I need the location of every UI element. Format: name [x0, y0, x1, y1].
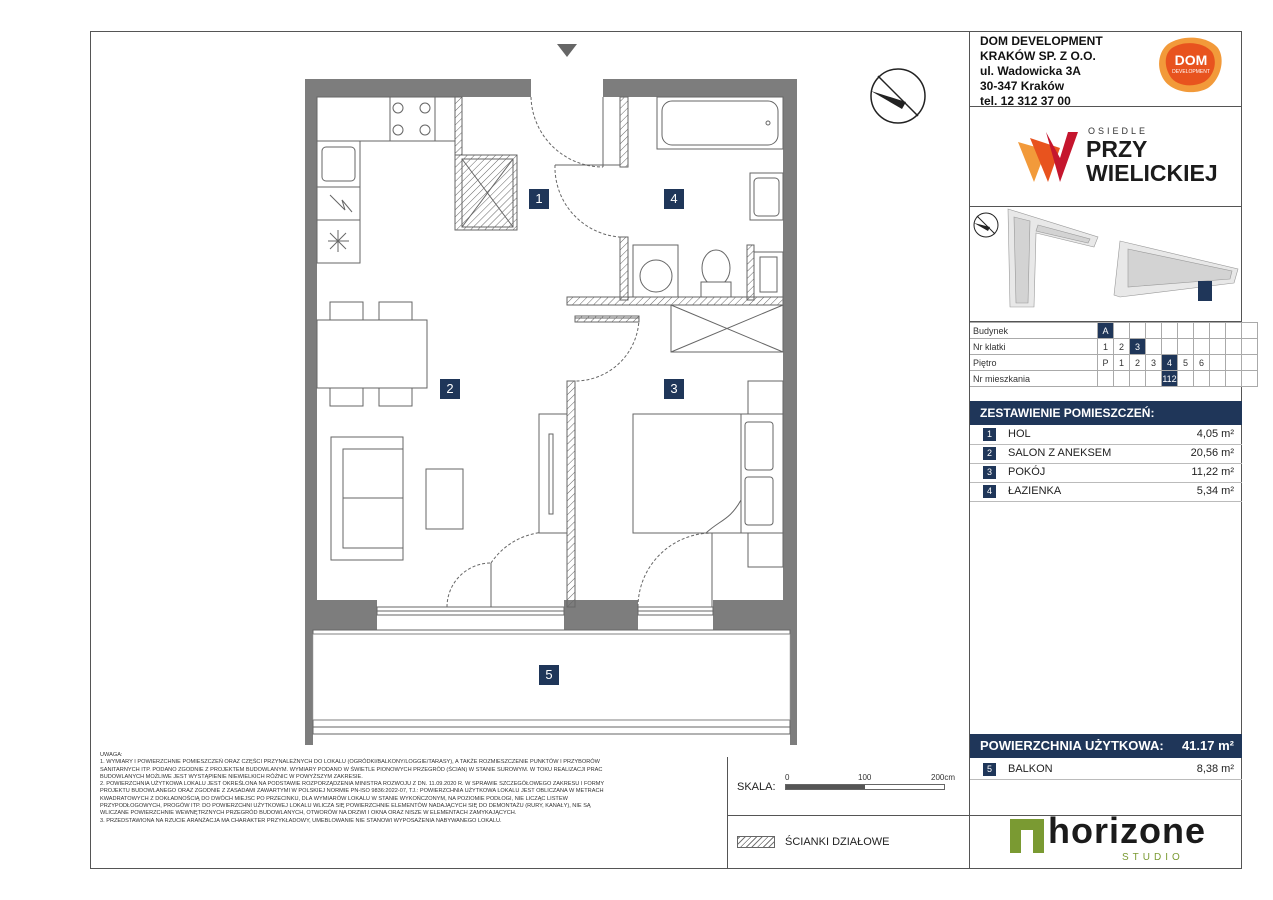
company-line: ul. Wadowicka 3A	[980, 64, 1081, 78]
key-plan-building-right	[1114, 241, 1238, 297]
info-cell	[1146, 371, 1162, 387]
info-cell	[1226, 371, 1242, 387]
info-cell	[1130, 323, 1146, 339]
legend-hatch-swatch	[737, 836, 775, 848]
info-cell: 6	[1194, 355, 1210, 371]
room-row	[970, 425, 1242, 445]
info-cell	[1178, 323, 1194, 339]
plan-label-1: 1	[529, 189, 549, 209]
project-logo-mark	[1016, 128, 1080, 186]
info-cell	[1178, 339, 1194, 355]
company-line: tel. 12 312 37 00	[980, 94, 1071, 108]
info-cell	[1130, 371, 1146, 387]
room-area: 11,22 m²	[1191, 466, 1234, 478]
project-line2: WIELICKIEJ	[1086, 160, 1218, 186]
rooms-heading: ZESTAWIENIE POMIESZCZEŃ:	[970, 401, 1242, 425]
info-cell	[1210, 323, 1226, 339]
info-cell	[1146, 323, 1162, 339]
note-line: 3. PRZEDSTAWIONA NA RZUCIE ARANŻACJA MA CHARAKTER PRZYKŁADOWY, UMEBLOWANIE NIE STANOWI WYPOSAŻENIA NABYWANEGO LOKALU.	[100, 817, 502, 824]
info-cell	[1210, 339, 1226, 355]
info-cell: 3	[1146, 355, 1162, 371]
info-cell	[1162, 339, 1178, 355]
info-cell: A	[1098, 323, 1114, 339]
room-row	[970, 463, 1242, 483]
note-line: 1. WYMIARY I POWIERZCHNIE POMIESZCZEŃ ORAZ CZĘŚCI PRZYNALEŻNYCH DO LOKALU (OGRÓDKI/BALKONY/LOGGIE/TARASY), A TAKŻE ROZMIESZCZENIE PUNKTÓW I PRZYBORÓW	[100, 759, 600, 766]
project-small: OSIEDLE	[1088, 126, 1149, 136]
info-cell	[1226, 339, 1242, 355]
info-cell	[1178, 371, 1194, 387]
info-row-label: Nr mieszkania	[970, 371, 1098, 387]
company-line: DOM DEVELOPMENT	[980, 34, 1103, 48]
dom-development-logo	[1158, 36, 1224, 94]
scale-tick-200: 200cm	[931, 773, 956, 782]
info-cell	[1098, 371, 1114, 387]
info-cell	[1226, 355, 1242, 371]
info-cell: 1	[1114, 355, 1130, 371]
notes-block	[100, 752, 720, 825]
info-cell: 4	[1162, 355, 1178, 371]
info-row	[970, 355, 1258, 371]
key-plan-unit-marker	[1198, 281, 1212, 301]
note-line: SANITARNYCH ITP. PODANO ZGODNIE Z PROJEKTEM BUDOWLANYM. WYMIARY PODANO W ŚWIETLE PIONOWYCH PRZEGRÓD (ŚCIAN) W STANIE SUROWYM. W TOKU REALIZACJI PRAC	[100, 766, 603, 773]
plan-label-4: 4	[664, 189, 684, 209]
room-area: 20,56 m²	[1190, 447, 1234, 459]
outer-walls	[305, 79, 797, 745]
horizone-mark-notch	[1021, 830, 1033, 853]
scale-label: SKALA:	[737, 781, 776, 793]
info-cell	[1226, 323, 1242, 339]
note-line: KWADRATOWYCH Z DOKŁADNOŚCIĄ DO DWÓCH MIEJSC PO PRZECINKU, DLA WYMIARÓW LOKALU W STANIE WYKOŃCZONYM, NA POZIOMIE PODŁOGI, NIE LICZĄC LISTEW	[100, 795, 568, 802]
info-row-label: Budynek	[970, 323, 1098, 339]
logo-text-bottom: DEVELOPMENT	[1172, 69, 1210, 75]
info-cell: 112	[1162, 371, 1178, 387]
info-cell	[1162, 323, 1178, 339]
info-cell	[1114, 323, 1130, 339]
info-cell	[1242, 355, 1258, 371]
room-number: 4	[983, 485, 996, 498]
room-number: 1	[983, 428, 996, 441]
info-cell	[1210, 355, 1226, 371]
info-cell: 1	[1098, 339, 1114, 355]
plan-label-3: 3	[664, 379, 684, 399]
room-row	[970, 482, 1242, 502]
info-row	[970, 323, 1258, 339]
logo-text-top: DOM	[1174, 52, 1208, 68]
info-cell	[1242, 371, 1258, 387]
room-name: HOL	[1008, 428, 1031, 440]
info-row	[970, 371, 1258, 387]
info-cell	[1242, 339, 1258, 355]
plan-label-2: 2	[440, 379, 460, 399]
info-cell	[1146, 339, 1162, 355]
compass-icon	[871, 69, 925, 123]
room-name: SALON Z ANEKSEM	[1008, 447, 1112, 459]
usable-area-label: POWIERZCHNIA UŻYTKOWA:	[980, 738, 1164, 753]
scale-tick-100: 100	[858, 773, 872, 782]
dining-table	[317, 302, 427, 406]
info-cell	[1194, 371, 1210, 387]
info-cell: 2	[1130, 355, 1146, 371]
horizone-main: horizone	[1048, 810, 1206, 851]
scale-bar	[785, 784, 945, 790]
room-area: 4,05 m²	[1196, 428, 1234, 440]
horizone-sub: STUDIO	[1122, 852, 1184, 863]
bedroom-furniture	[633, 305, 783, 567]
notes-heading: UWAGA:	[100, 752, 123, 758]
room-number: 3	[983, 466, 996, 479]
room-number: 2	[983, 447, 996, 460]
living-wardrobe	[539, 414, 567, 533]
info-row-label: Piętro	[970, 355, 1098, 371]
info-cell	[1194, 339, 1210, 355]
company-line: 30-347 Kraków	[980, 79, 1065, 93]
bathroom-fixtures	[633, 97, 783, 297]
kitchen-units	[317, 97, 455, 263]
project-line1: PRZY	[1086, 136, 1148, 162]
scale-tick-0: 0	[785, 773, 790, 782]
room-row	[970, 444, 1242, 464]
room-area: 5,34 m²	[1196, 485, 1234, 497]
usable-area-value: 41.17 m²	[1181, 738, 1234, 753]
note-line: PRZYPODŁOGOWYCH, PROGÓW ITP. DO POWIERZCHNI UŻYTKOWEJ LOKALU WLICZA SIĘ POWIERZCHNIE ELEMENTÓW NADAJĄCYCH SIĘ DO DEMONTAŻU (RURY, KANAŁY), NIE SĄ	[100, 803, 591, 810]
key-plan	[970, 207, 1242, 321]
note-line: BUDOWLANYCH MOŻLIWE JEST WYSTĄPIENIE NIEWIELKICH RÓŻNIC W POWYŻSZYM ZAKRESIE.	[100, 773, 363, 780]
room-name: POKÓJ	[1008, 466, 1046, 478]
key-plan-building-left	[1008, 209, 1098, 307]
sofa	[331, 437, 463, 560]
notes-divider	[727, 757, 728, 869]
info-cell: P	[1098, 355, 1114, 371]
project-logo	[1016, 126, 1218, 188]
balcony-number: 5	[983, 763, 996, 776]
balcony-row	[970, 760, 1242, 780]
legend-label: ŚCIANKI DZIAŁOWE	[785, 836, 890, 848]
info-cell: 3	[1130, 339, 1146, 355]
note-line: WLICZANE POWIERZCHNIE WEWNĘTRZNYCH PRZEGRÓD BUDOWLANYCH, OTWORÓW NA DRZWI I OKNA ORAZ NISZE W ELEMENTACH ZAMYKAJĄCYCH.	[100, 810, 517, 817]
info-cell	[1210, 371, 1226, 387]
company-line: KRAKÓW SP. Z O.O.	[980, 49, 1096, 63]
room-name: ŁAZIENKA	[1008, 485, 1062, 497]
usable-area-bar	[970, 734, 1242, 758]
balcony-name: BALKON	[1008, 763, 1053, 775]
info-cell: 5	[1178, 355, 1194, 371]
entrance-marker	[557, 44, 577, 57]
info-row	[970, 339, 1258, 355]
info-cell	[1114, 371, 1130, 387]
note-line: 2. POWIERZCHNIA UŻYTKOWA LOKALU JEST OKREŚLONA NA PODSTAWIE ROZPORZĄDZENIA MINISTRA ROZWOJU Z DN. 11.09.2020 R. W SPRAWIE SZCZEGÓŁOWEGO ZAKRESU I FORMY	[100, 781, 605, 788]
info-cell	[1194, 323, 1210, 339]
balcony-area: 8,38 m²	[1196, 763, 1234, 775]
note-line: PROJEKTU BUDOWLANEGO ORAZ ZGODNIE Z ZASADAMI ZAWARTYMI W POLSKIEJ NORMIE PN-ISO 9836:2022-07, TJ.: POWIERZCHNIA UŻYTKOWA LOKALU JEST OBLICZANA W METRACH	[100, 788, 604, 795]
info-row-label: Nr klatki	[970, 339, 1098, 355]
info-cell	[1242, 323, 1258, 339]
info-cell: 2	[1114, 339, 1130, 355]
plan-label-5: 5	[539, 665, 559, 685]
apartment-info-table	[970, 322, 1258, 387]
company-address	[980, 34, 1103, 109]
